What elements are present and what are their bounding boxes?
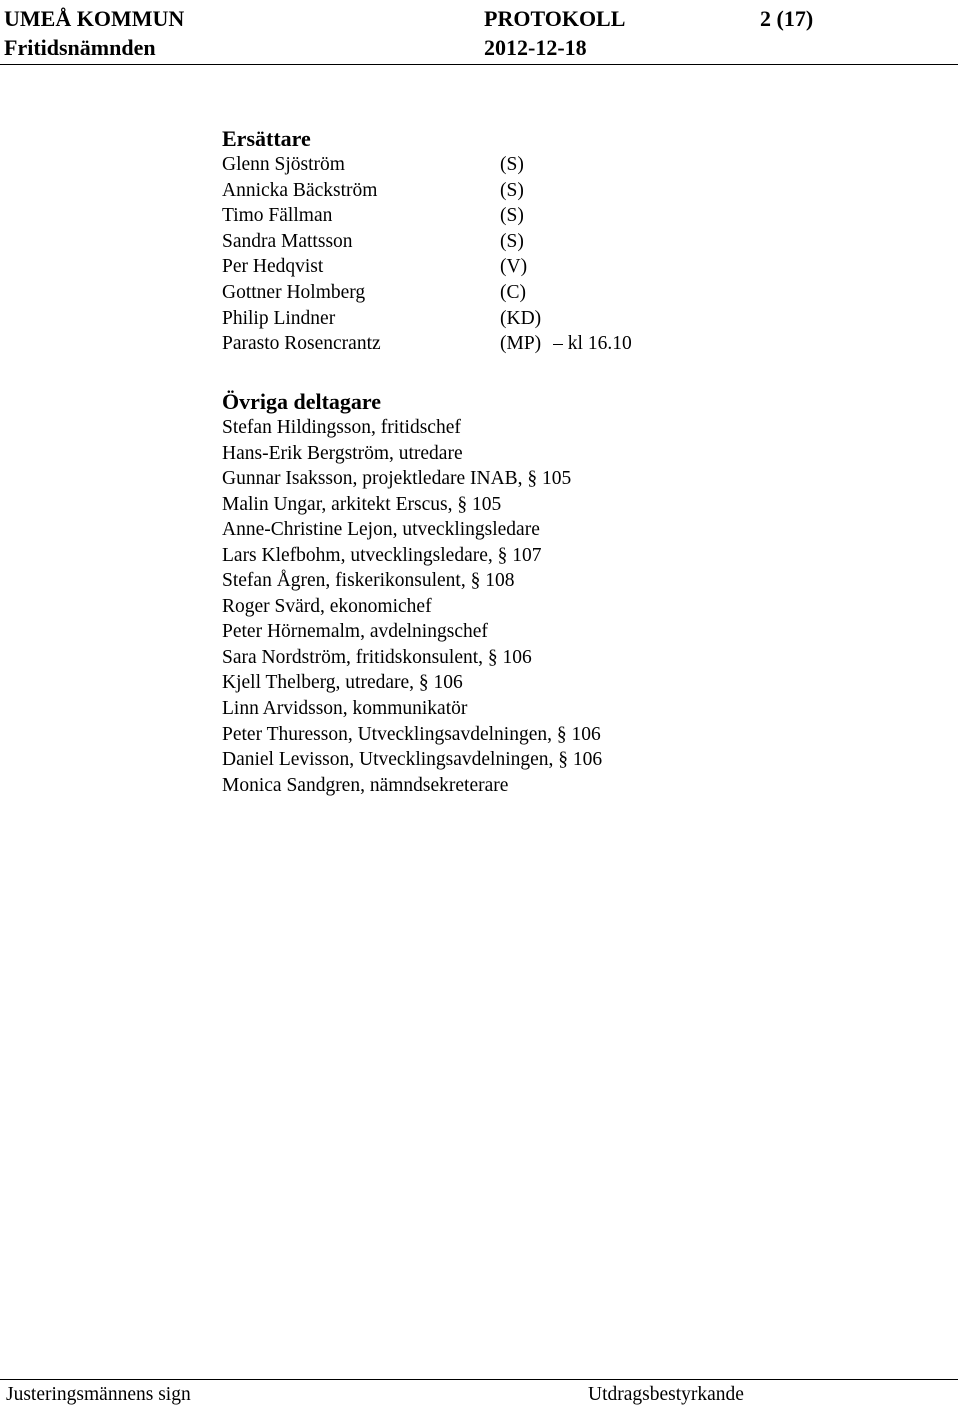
member-party [500, 229, 524, 255]
substitute-row [222, 229, 524, 255]
member-party [500, 254, 527, 280]
participant-entry: Monica Sandgren, nämndsekreterare [222, 774, 509, 796]
member-party [500, 152, 524, 178]
party-code: (S) [500, 230, 524, 252]
participant-entry: Daniel Levisson, Utvecklingsavdelningen, § 106 [222, 749, 603, 771]
substitutes-section [222, 126, 632, 357]
party-code: (KD) [500, 307, 542, 329]
substitute-row [222, 152, 524, 178]
other-participants-list [222, 415, 602, 798]
member-name: Philip Lindner [222, 307, 336, 329]
participant-entry: Stefan Ågren, fiskerikonsulent, § 108 [222, 570, 515, 592]
participant-entry: Peter Thuresson, Utvecklingsavdelningen, § 106 [222, 723, 601, 745]
participant-entry: Malin Ungar, arkitekt Erscus, § 105 [222, 493, 502, 515]
member-party [500, 331, 632, 357]
footer-rule [0, 1379, 958, 1380]
other-participants-heading: Övriga deltagare [222, 389, 382, 414]
substitute-row [222, 178, 524, 204]
participant-entry: Hans-Erik Bergström, utredare [222, 442, 463, 464]
substitute-row [222, 254, 528, 280]
member-party [500, 306, 541, 332]
participant-entry: Sara Nordström, fritidskonsulent, § 106 [222, 646, 532, 668]
other-participants-section [222, 389, 602, 798]
participant-entry: Roger Svärd, ekonomichef [222, 595, 432, 617]
substitutes-list [222, 152, 632, 357]
party-code: (C) [500, 281, 526, 303]
substitute-row [222, 306, 542, 332]
member-name: Annicka Bäckström [222, 179, 378, 201]
member-party [500, 280, 526, 306]
party-code: (S) [500, 179, 524, 201]
substitute-row [222, 331, 632, 357]
certification-label: Utdragsbestyrkande [588, 1384, 744, 1405]
participant-entry: Peter Hörnemalm, avdelningschef [222, 621, 488, 643]
participant-entry: Anne-Christine Lejon, utvecklingsledare [222, 519, 540, 541]
participant-entry: Lars Klefbohm, utvecklingsledare, § 107 [222, 544, 542, 566]
substitute-row [222, 280, 526, 306]
member-name: Per Hedqvist [222, 256, 324, 278]
party-code: (S) [500, 205, 524, 227]
substitutes-heading: Ersättare [222, 126, 311, 151]
member-name: Sandra Mattsson [222, 230, 353, 252]
party-code: (MP) [500, 333, 542, 355]
participant-entry: Linn Arvidsson, kommunikatör [222, 698, 468, 720]
member-name: Gottner Holmberg [222, 281, 366, 303]
participant-entry: Gunnar Isaksson, projektledare INAB, § 105 [222, 468, 572, 490]
substitute-row [222, 203, 524, 229]
header-rule [0, 64, 958, 65]
party-code: (S) [500, 154, 524, 175]
party-code: (V) [500, 256, 528, 278]
page-number: 2 (17) [760, 6, 814, 31]
member-name: Parasto Rosencrantz [222, 333, 381, 355]
member-party [500, 178, 524, 204]
attendance-note: – kl 16.10 [553, 333, 632, 355]
organization-name: UMEÅ KOMMUN [4, 6, 185, 31]
adjusters-signature-label: Justeringsmännens sign [6, 1384, 191, 1405]
participant-entry: Kjell Thelberg, utredare, § 106 [222, 672, 463, 694]
committee-name: Fritidsnämnden [4, 35, 156, 60]
member-party [500, 203, 524, 229]
meeting-date: 2012-12-18 [484, 35, 587, 60]
member-name: Timo Fällman [222, 205, 333, 227]
participant-entry: Stefan Hildingsson, fritidschef [222, 417, 461, 438]
member-name: Glenn Sjöström [222, 154, 345, 175]
document-type: PROTOKOLL [484, 6, 626, 31]
